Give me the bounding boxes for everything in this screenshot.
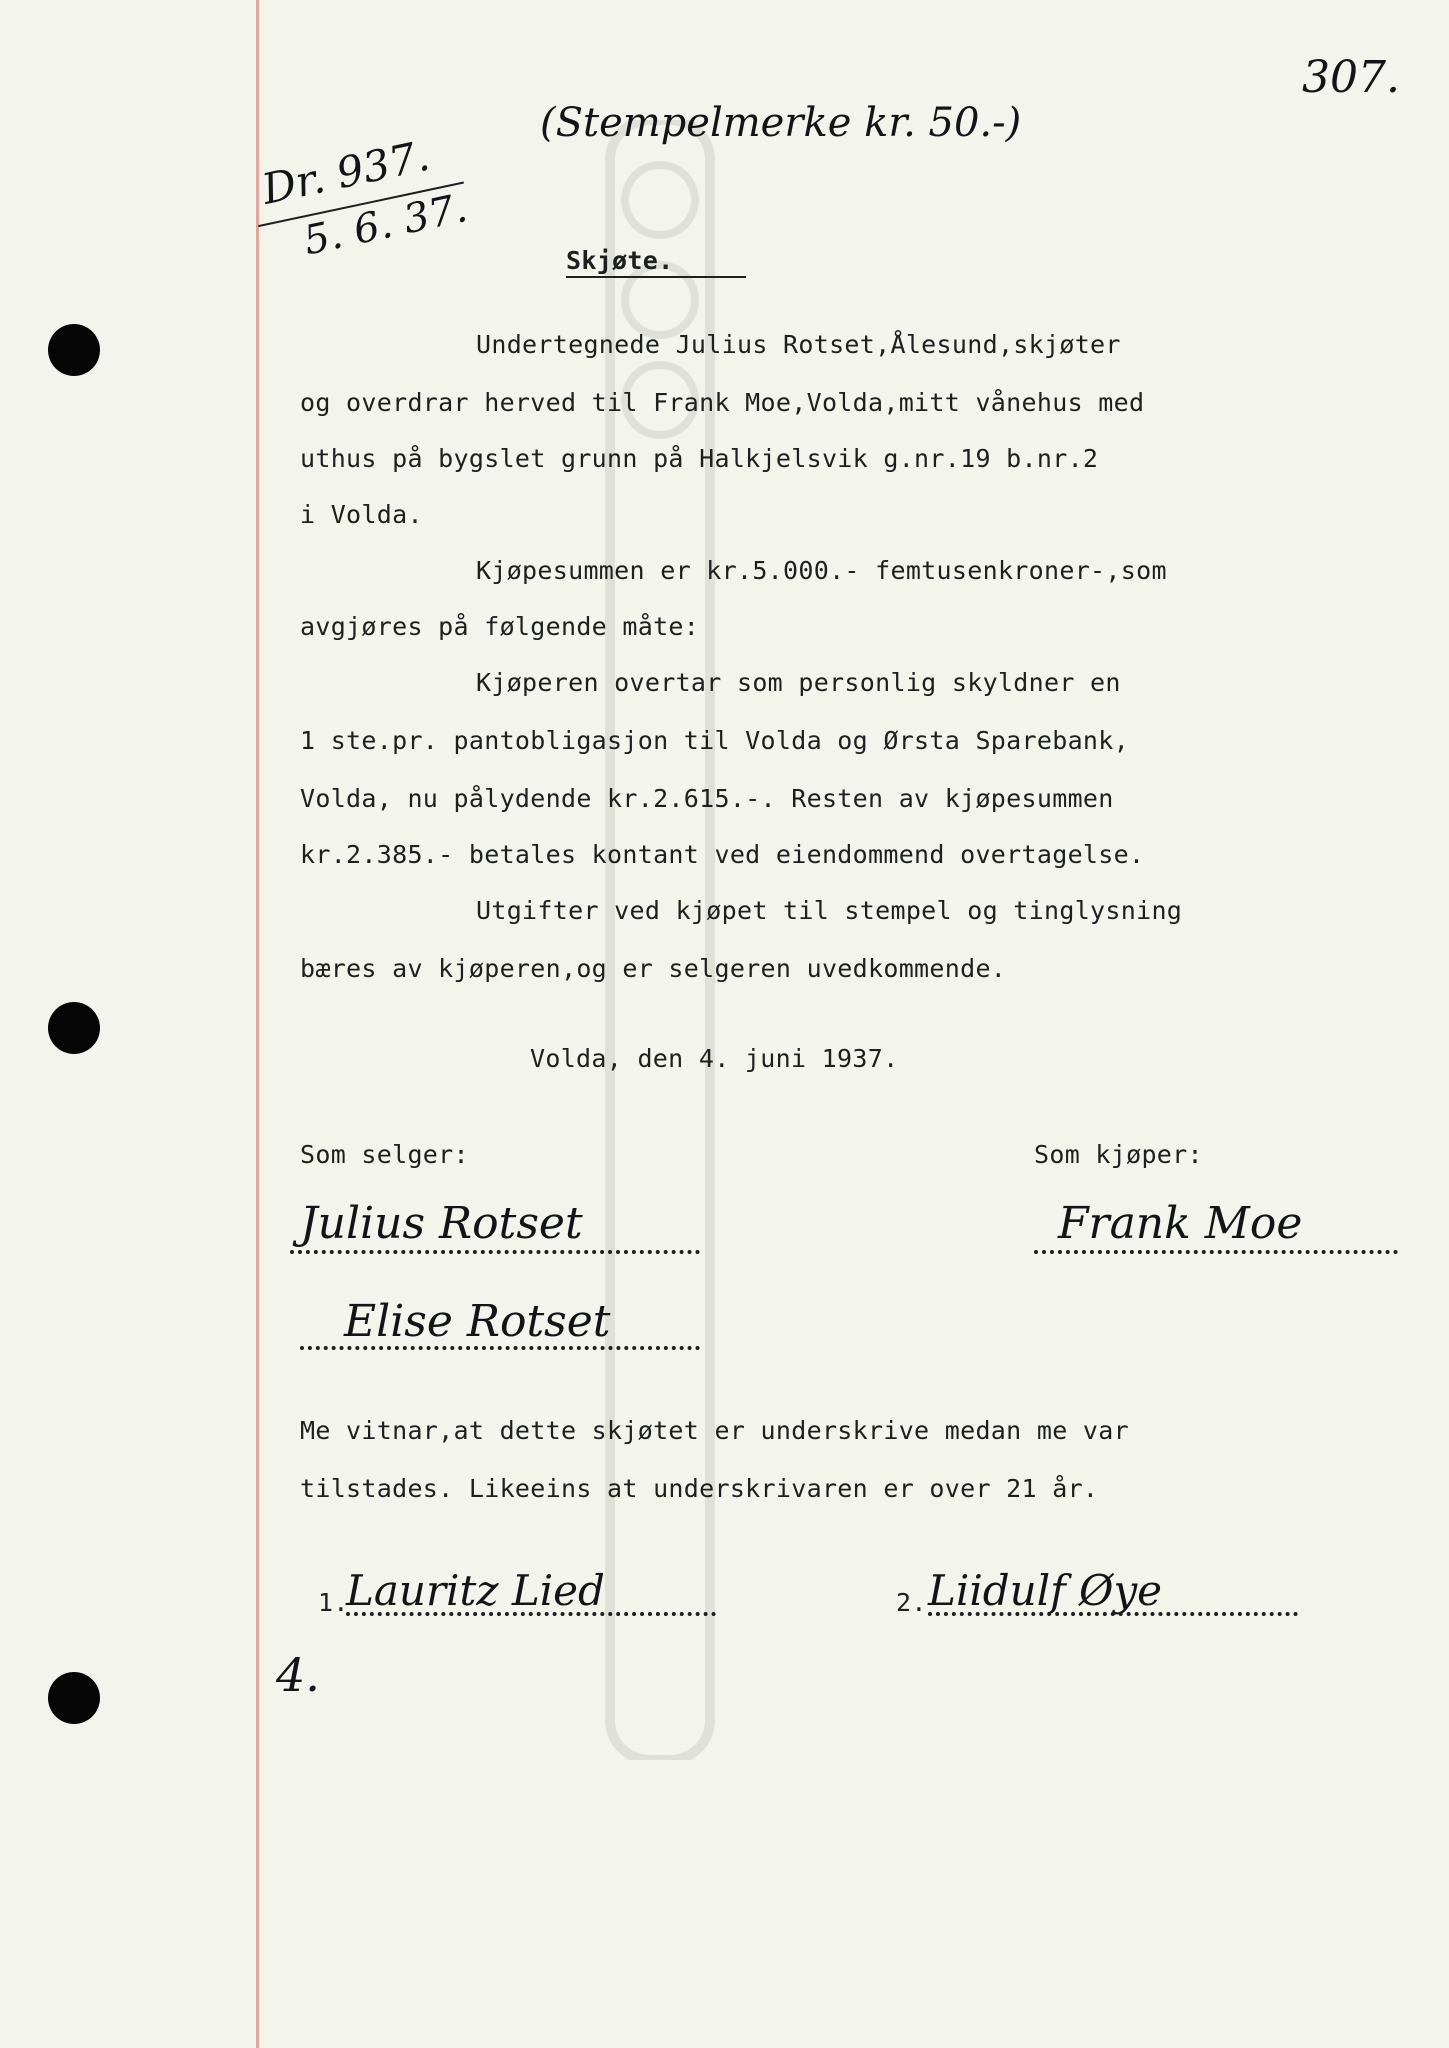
paper-watermark [600, 120, 720, 1760]
buyer-signature: Frank Moe [1058, 1198, 1303, 1249]
stamp-note: (Stempelmerke kr. 50.-) [540, 100, 1022, 146]
page-number: 307. [1302, 52, 1400, 103]
buyer-label: Som kjøper: [1034, 1140, 1203, 1169]
witness-signature-1: Lauritz Lied [346, 1566, 605, 1615]
registry-date: 5. 6. 37. [299, 184, 472, 265]
seller-signature-2: Elise Rotset [344, 1296, 611, 1347]
witness-statement-line-1: Me vitnar,at dette skjøtet er underskrive medan me var [300, 1416, 1129, 1445]
seller-label: Som selger: [300, 1140, 469, 1169]
witness-signature-1-line [346, 1612, 716, 1616]
body-line-7: Kjøperen overtar som personlig skyldner en [476, 668, 1121, 697]
punch-hole-bottom [48, 1672, 100, 1724]
body-line-3: uthus på bygslet grunn på Halkjelsvik g.nr.19 b.nr.2 [300, 444, 1099, 473]
margin-note: 4. [276, 1648, 320, 1702]
body-line-10: kr.2.385.- betales kontant ved eiendommend overtagelse. [300, 840, 1145, 869]
witness-number-2: 2. [896, 1588, 927, 1617]
seller-signature-1: Julius Rotset [300, 1198, 583, 1249]
body-line-8: 1 ste.pr. pantobligasjon til Volda og Ørsta Sparebank, [300, 726, 1129, 755]
body-line-2: og overdrar herved til Frank Moe,Volda,mitt vånehus med [300, 388, 1145, 417]
witness-number-1: 1. [318, 1588, 349, 1617]
witness-statement-line-2: tilstades. Likeeins at underskrivaren er over 21 år. [300, 1474, 1099, 1503]
body-line-12: bæres av kjøperen,og er selgeren uvedkommende. [300, 954, 1007, 983]
punch-hole-middle [48, 1002, 100, 1054]
punch-hole-top [48, 324, 100, 376]
body-line-9: Volda, nu pålydende kr.2.615.-. Resten av kjøpesummen [300, 784, 1114, 813]
document-title: Skjøte. [566, 246, 674, 275]
registry-annotation [248, 130, 472, 265]
registry-number: Dr. 937. [257, 130, 434, 214]
buyer-signature-line [1034, 1250, 1398, 1254]
seller-signature-1-line [290, 1250, 700, 1254]
seller-signature-2-line [300, 1346, 700, 1350]
body-line-11: Utgifter ved kjøpet til stempel og tinglysning [476, 896, 1183, 925]
body-line-6: avgjøres på følgende måte: [300, 612, 700, 641]
body-line-5: Kjøpesummen er kr.5.000.- femtusenkroner-,som [476, 556, 1167, 585]
place-date: Volda, den 4. juni 1937. [530, 1044, 899, 1073]
witness-signature-2: Liidulf Øye [928, 1566, 1163, 1615]
body-line-1: Undertegnede Julius Rotset,Ålesund,skjøter [476, 330, 1121, 359]
margin-rule [256, 0, 259, 2048]
body-line-4: i Volda. [300, 500, 423, 529]
title-underline [566, 276, 746, 278]
witness-signature-2-line [928, 1612, 1298, 1616]
